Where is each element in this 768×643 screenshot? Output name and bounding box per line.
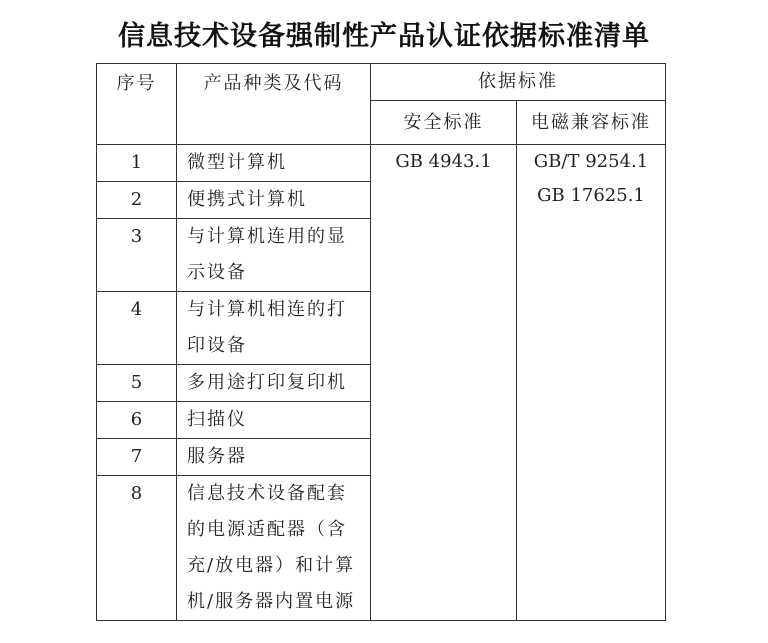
row-number: 2	[97, 182, 177, 219]
product-name: 信息技术设备配套 的电源适配器（含 充/放电器）和计算 机/服务器内置电源	[177, 476, 371, 621]
product-name: 服务器	[177, 439, 371, 476]
product-name: 多用途打印复印机	[177, 365, 371, 402]
row-number: 1	[97, 145, 177, 182]
header-safety: 安全标准	[371, 101, 517, 145]
product-name: 与计算机连用的显 示设备	[177, 219, 371, 292]
header-seq: 序号	[97, 64, 177, 145]
emc-standard-cell	[517, 145, 666, 621]
emc-standard: GB/T 9254.1	[533, 151, 649, 172]
product-name: 便携式计算机	[177, 182, 371, 219]
product-name: 与计算机相连的打 印设备	[177, 292, 371, 365]
safety-standard: GB 4943.1	[395, 151, 492, 172]
row-number: 7	[97, 439, 177, 476]
product-name: 微型计算机	[177, 145, 371, 182]
header-basis: 依据标准	[371, 64, 666, 101]
standards-table	[96, 63, 666, 621]
row-number: 4	[97, 292, 177, 365]
row-number: 5	[97, 365, 177, 402]
emc-standard: GB 17625.1	[537, 185, 645, 206]
product-name: 扫描仪	[177, 402, 371, 439]
table-row	[97, 145, 666, 182]
row-number: 6	[97, 402, 177, 439]
row-number: 8	[97, 476, 177, 621]
document-title: 信息技术设备强制性产品认证依据标准清单	[118, 21, 650, 52]
row-number: 3	[97, 219, 177, 292]
header-emc: 电磁兼容标准	[517, 101, 666, 145]
safety-standard-cell	[371, 145, 517, 621]
header-product: 产品种类及代码	[177, 64, 371, 145]
